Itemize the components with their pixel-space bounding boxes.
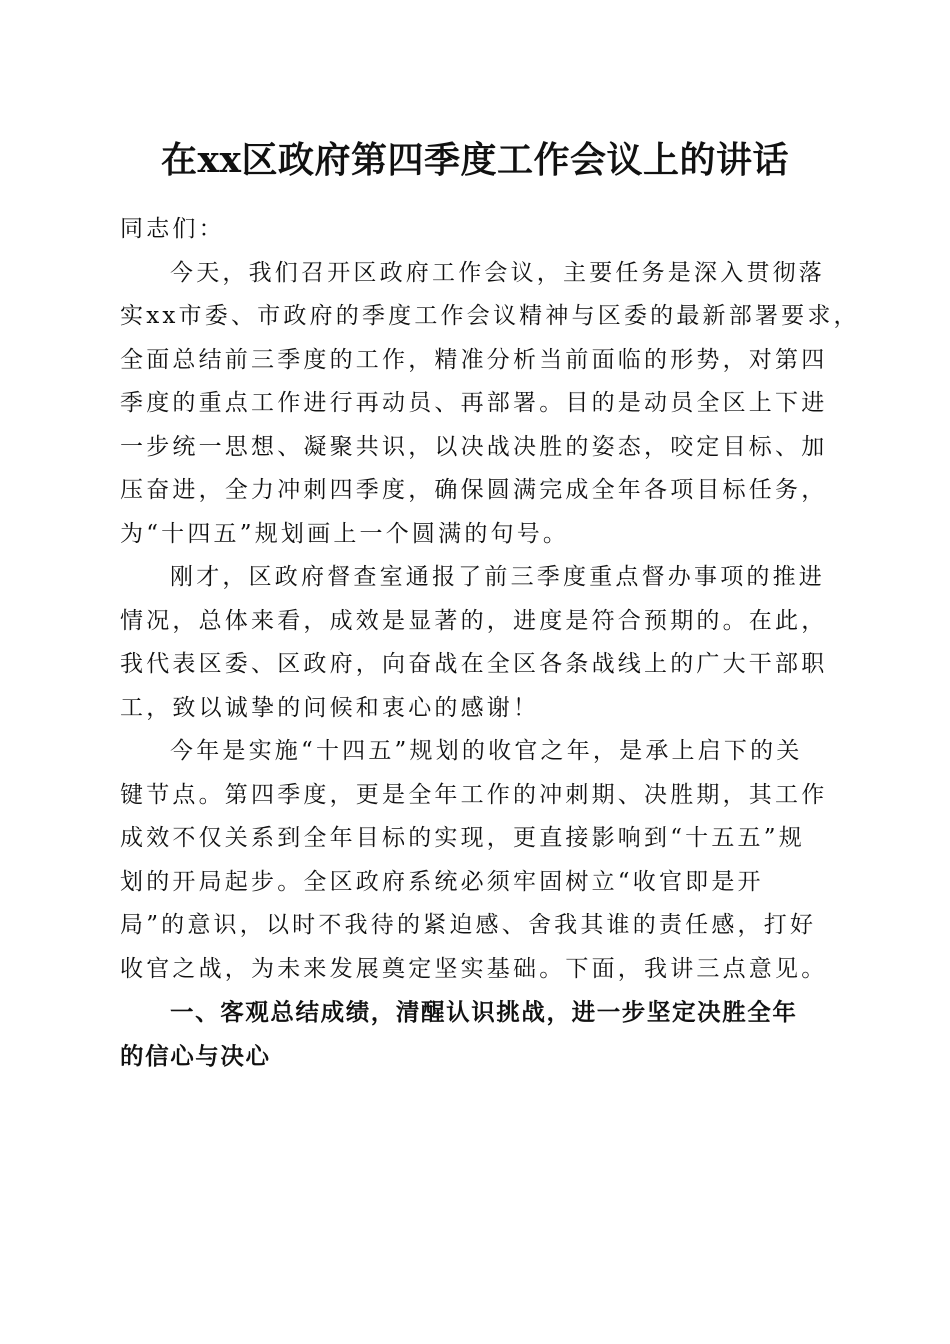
document-body — [120, 208, 860, 1078]
paragraph-line: 划的开局起步。全区政府系统必须牢固树立“收官即是开 — [120, 868, 764, 895]
paragraph-line: 键节点。第四季度，更是全年工作的冲刺期、决胜期，其工作 — [120, 781, 828, 808]
paragraph-line: 刚才，区政府督查室通报了前三季度重点督办事项的推进 — [170, 564, 825, 590]
paragraph-line: 压奋进，全力冲刺四季度，确保圆满完成全年各项目标任务， — [120, 477, 828, 503]
paragraph-line: 局”的意识，以时不我待的紧迫感、舍我其谁的责任感，打好 — [120, 912, 817, 938]
paragraph-line: 成效不仅关系到全年目标的实现，更直接影响到“十五五”规 — [120, 825, 805, 851]
paragraph-line: 工，致以诚挚的问候和衷心的感谢！ — [120, 694, 540, 721]
paragraph-line: 我代表区委、区政府，向奋战在全区各条战线上的广大干部职 — [120, 651, 828, 677]
salutation: 同志们： — [120, 216, 225, 242]
paragraph-line: 今年是实施“十四五”规划的收官之年，是承上启下的关 — [170, 738, 803, 764]
paragraph-line: 全面总结前三季度的工作，精准分析当前面临的形势，对第四 — [120, 346, 828, 373]
paragraph-line: 一步统一思想、凝聚共识，以决战决胜的姿态，咬定目标、加 — [120, 433, 828, 460]
paragraph-line: 情况，总体来看，成效是显著的，进度是符合预期的。在此， — [120, 607, 828, 634]
paragraph-1 — [120, 252, 860, 557]
paragraph-2 — [120, 556, 830, 730]
paragraph-3 — [120, 730, 830, 991]
paragraph-line: 实xx市委、市政府的季度工作会议精神与区委的最新部署要求， — [120, 303, 860, 329]
paragraph-line: 今天，我们召开区政府工作会议，主要任务是深入贯彻落 — [170, 259, 825, 286]
section-heading — [120, 991, 830, 1078]
paragraph-line: 季度的重点工作进行再动员、再部署。目的是动员全区上下进 — [120, 390, 828, 416]
document-title: 在xx区政府第四季度工作会议上的讲话 — [161, 139, 789, 181]
section-heading-line: 的信心与决心 — [120, 1041, 271, 1070]
paragraph-line: 为“十四五”规划画上一个圆满的句号。 — [120, 520, 570, 547]
paragraph-line: 收官之战，为未来发展奠定坚实基础。下面，我讲三点意见。 — [120, 955, 828, 982]
section-heading-line: 一、客观总结成绩，清醒认识挑战，进一步坚定决胜全年 — [170, 998, 798, 1026]
